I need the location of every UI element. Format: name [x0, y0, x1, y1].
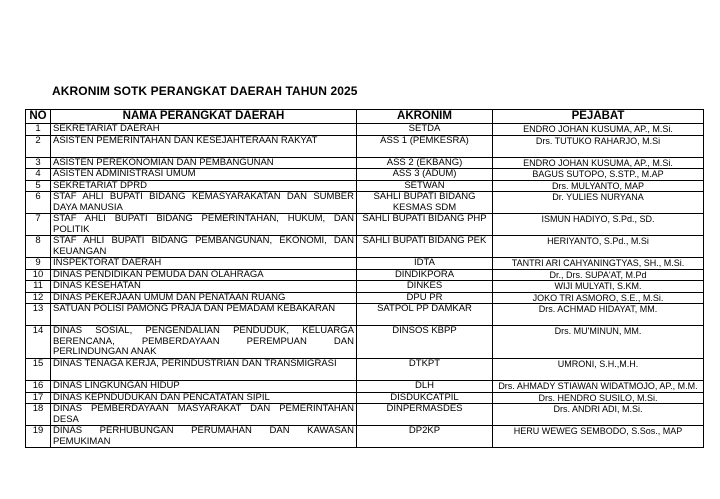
table-row	[26, 124, 704, 136]
table-row	[26, 157, 704, 169]
row-nama: DINAS TENAGA KERJA, PERINDUSTRIAN DAN TRANSMIGRASI	[51, 359, 357, 381]
table-row	[26, 392, 704, 404]
row-nama: SATUAN POLISI PAMONG PRAJA DAN PEMADAM KEBAKARAN	[51, 304, 357, 326]
row-no: 17	[26, 392, 51, 404]
row-akronim: SATPOL PP DAMKAR	[357, 304, 493, 326]
row-akronim: IDTA	[357, 258, 493, 270]
row-no: 18	[26, 404, 51, 426]
row-nama: ASISTEN ADMINISTRASI UMUM	[51, 169, 357, 181]
row-pejabat: UMRONI, S.H.,M.H.	[493, 359, 704, 381]
row-nama: INSPEKTORAT DAERAH	[51, 258, 357, 270]
row-no: 19	[26, 426, 51, 448]
row-pejabat: Drs. AHMADY STIAWAN WIDATMOJO, AP., M.M.	[493, 381, 704, 393]
row-pejabat: TANTRI ARI CAHYANINGTYAS, SH., M.Si.	[493, 258, 704, 270]
row-pejabat: Drs. TUTUKO RAHARJO, M.Si	[493, 135, 704, 157]
row-akronim: DTKPT	[357, 359, 493, 381]
row-nama: DINAS LINGKUNGAN HIDUP	[51, 381, 357, 393]
table-row	[26, 192, 704, 214]
table-row	[26, 381, 704, 393]
table-row	[26, 236, 704, 258]
row-nama: DINAS PEKERJAAN UMUM DAN PENATAAN RUANG	[51, 292, 357, 304]
row-akronim: DP2KP	[357, 426, 493, 448]
row-nama: STAF AHLI BUPATI BIDANG PEMERINTAHAN, HUKUM, DAN POLITIK	[51, 214, 357, 236]
header-no: NO	[26, 110, 51, 124]
row-no: 10	[26, 269, 51, 281]
row-no: 6	[26, 192, 51, 214]
row-pejabat: BAGUS SUTOPO, S.STP., M.AP	[493, 169, 704, 181]
row-no: 5	[26, 180, 51, 192]
table-row	[26, 214, 704, 236]
table-row	[26, 404, 704, 426]
row-akronim: DPU PR	[357, 292, 493, 304]
row-no: 3	[26, 157, 51, 169]
row-pejabat: Drs. ACHMAD HIDAYAT, MM.	[493, 304, 704, 326]
row-nama: STAF AHLI BUPATI BIDANG KEMASYARAKATAN DAN SUMBER DAYA MANUSIA	[51, 192, 357, 214]
row-pejabat: Drs. ANDRI ADI, M.Si.	[493, 404, 704, 426]
row-nama: SEKRETARIAT DAERAH	[51, 124, 357, 136]
table-row	[26, 281, 704, 293]
table-row	[26, 180, 704, 192]
row-akronim: SETWAN	[357, 180, 493, 192]
row-no: 4	[26, 169, 51, 181]
row-akronim: ASS 3 (ADUM)	[357, 169, 493, 181]
row-nama: DINAS PERHUBUNGAN PERUMAHAN DAN KAWASAN PEMUKIMAN	[51, 426, 357, 448]
header-pejabat: PEJABAT	[493, 110, 704, 124]
row-nama: STAF AHLI BUPATI BIDANG PEMBANGUNAN, EKONOMI, DAN KEUANGAN	[51, 236, 357, 258]
row-akronim: DINPERMASDES	[357, 404, 493, 426]
row-akronim: ASS 2 (EKBANG)	[357, 157, 493, 169]
row-no: 2	[26, 135, 51, 157]
table-row	[26, 135, 704, 157]
row-pejabat: Dr., Drs. SUPA'AT, M.Pd	[493, 269, 704, 281]
row-nama: SEKRETARIAT DPRD	[51, 180, 357, 192]
row-nama: DINAS KESEHATAN	[51, 281, 357, 293]
table-row	[26, 426, 704, 448]
row-pejabat: HERU WEWEG SEMBODO, S.Sos., MAP	[493, 426, 704, 448]
row-pejabat: WIJI MULYATI, S.KM.	[493, 281, 704, 293]
row-nama: DINAS PENDIDIKAN PEMUDA DAN OLAHRAGA	[51, 269, 357, 281]
row-no: 1	[26, 124, 51, 136]
row-akronim: SETDA	[357, 124, 493, 136]
row-akronim: SAHLI BUPATI BIDANG PEK	[357, 236, 493, 258]
row-no: 12	[26, 292, 51, 304]
row-no: 16	[26, 381, 51, 393]
row-no: 8	[26, 236, 51, 258]
row-pejabat: ISMUN HADIYO, S.Pd., SD.	[493, 214, 704, 236]
row-pejabat: Dr. YULIES NURYANA	[493, 192, 704, 214]
table-row	[26, 292, 704, 304]
row-pejabat: Drs. MU'MINUN, MM.	[493, 326, 704, 359]
header-nama: NAMA PERANGKAT DAERAH	[51, 110, 357, 124]
row-pejabat: Drs. MULYANTO, MAP	[493, 180, 704, 192]
table-row	[26, 359, 704, 381]
sotk-table	[25, 109, 704, 448]
row-akronim: DINKES	[357, 281, 493, 293]
row-akronim: SAHLI BUPATI BIDANG KESMAS SDM	[357, 192, 493, 214]
row-no: 15	[26, 359, 51, 381]
row-akronim: DINDIKPORA	[357, 269, 493, 281]
header-row	[26, 110, 704, 124]
row-pejabat: Drs. HENDRO SUSILO, M.Si.	[493, 392, 704, 404]
row-no: 14	[26, 326, 51, 359]
row-no: 9	[26, 258, 51, 270]
table-row	[26, 326, 704, 359]
row-akronim: ASS 1 (PEMKESRA)	[357, 135, 493, 157]
table-row	[26, 269, 704, 281]
table-row	[26, 304, 704, 326]
row-no: 7	[26, 214, 51, 236]
row-akronim: DINSOS KBPP	[357, 326, 493, 359]
row-nama: DINAS KEPNDUDUKAN DAN PENCATATAN SIPIL	[51, 392, 357, 404]
row-pejabat: ENDRO JOHAN KUSUMA, AP., M.Si.	[493, 157, 704, 169]
document-title: AKRONIM SOTK PERANGKAT DAERAH TAHUN 2025	[52, 84, 358, 98]
row-pejabat: HERIYANTO, S.Pd., M.Si	[493, 236, 704, 258]
row-nama: DINAS PEMBERDAYAAN MASYARAKAT DAN PEMERINTAHAN DESA	[51, 404, 357, 426]
row-pejabat: ENDRO JOHAN KUSUMA, AP., M.Si.	[493, 124, 704, 136]
row-nama: ASISTEN PEMERINTAHAN DAN KESEJAHTERAAN RAKYAT	[51, 135, 357, 157]
row-nama: ASISTEN PEREKONOMIAN DAN PEMBANGUNAN	[51, 157, 357, 169]
row-akronim: DLH	[357, 381, 493, 393]
row-akronim: DISDUKCATPIL	[357, 392, 493, 404]
row-nama: DINAS SOSIAL, PENGENDALIAN PENDUDUK, KELUARGA BERENCANA, PEMBERDAYAAN PEREMPUAN DAN PERLINDUNGAN ANAK	[51, 326, 357, 359]
table-row	[26, 169, 704, 181]
row-no: 11	[26, 281, 51, 293]
header-akronim: AKRONIM	[357, 110, 493, 124]
row-akronim: SAHLI BUPATI BIDANG PHP	[357, 214, 493, 236]
row-no: 13	[26, 304, 51, 326]
table-row	[26, 258, 704, 270]
row-pejabat: JOKO TRI ASMORO, S.E., M.Si.	[493, 292, 704, 304]
